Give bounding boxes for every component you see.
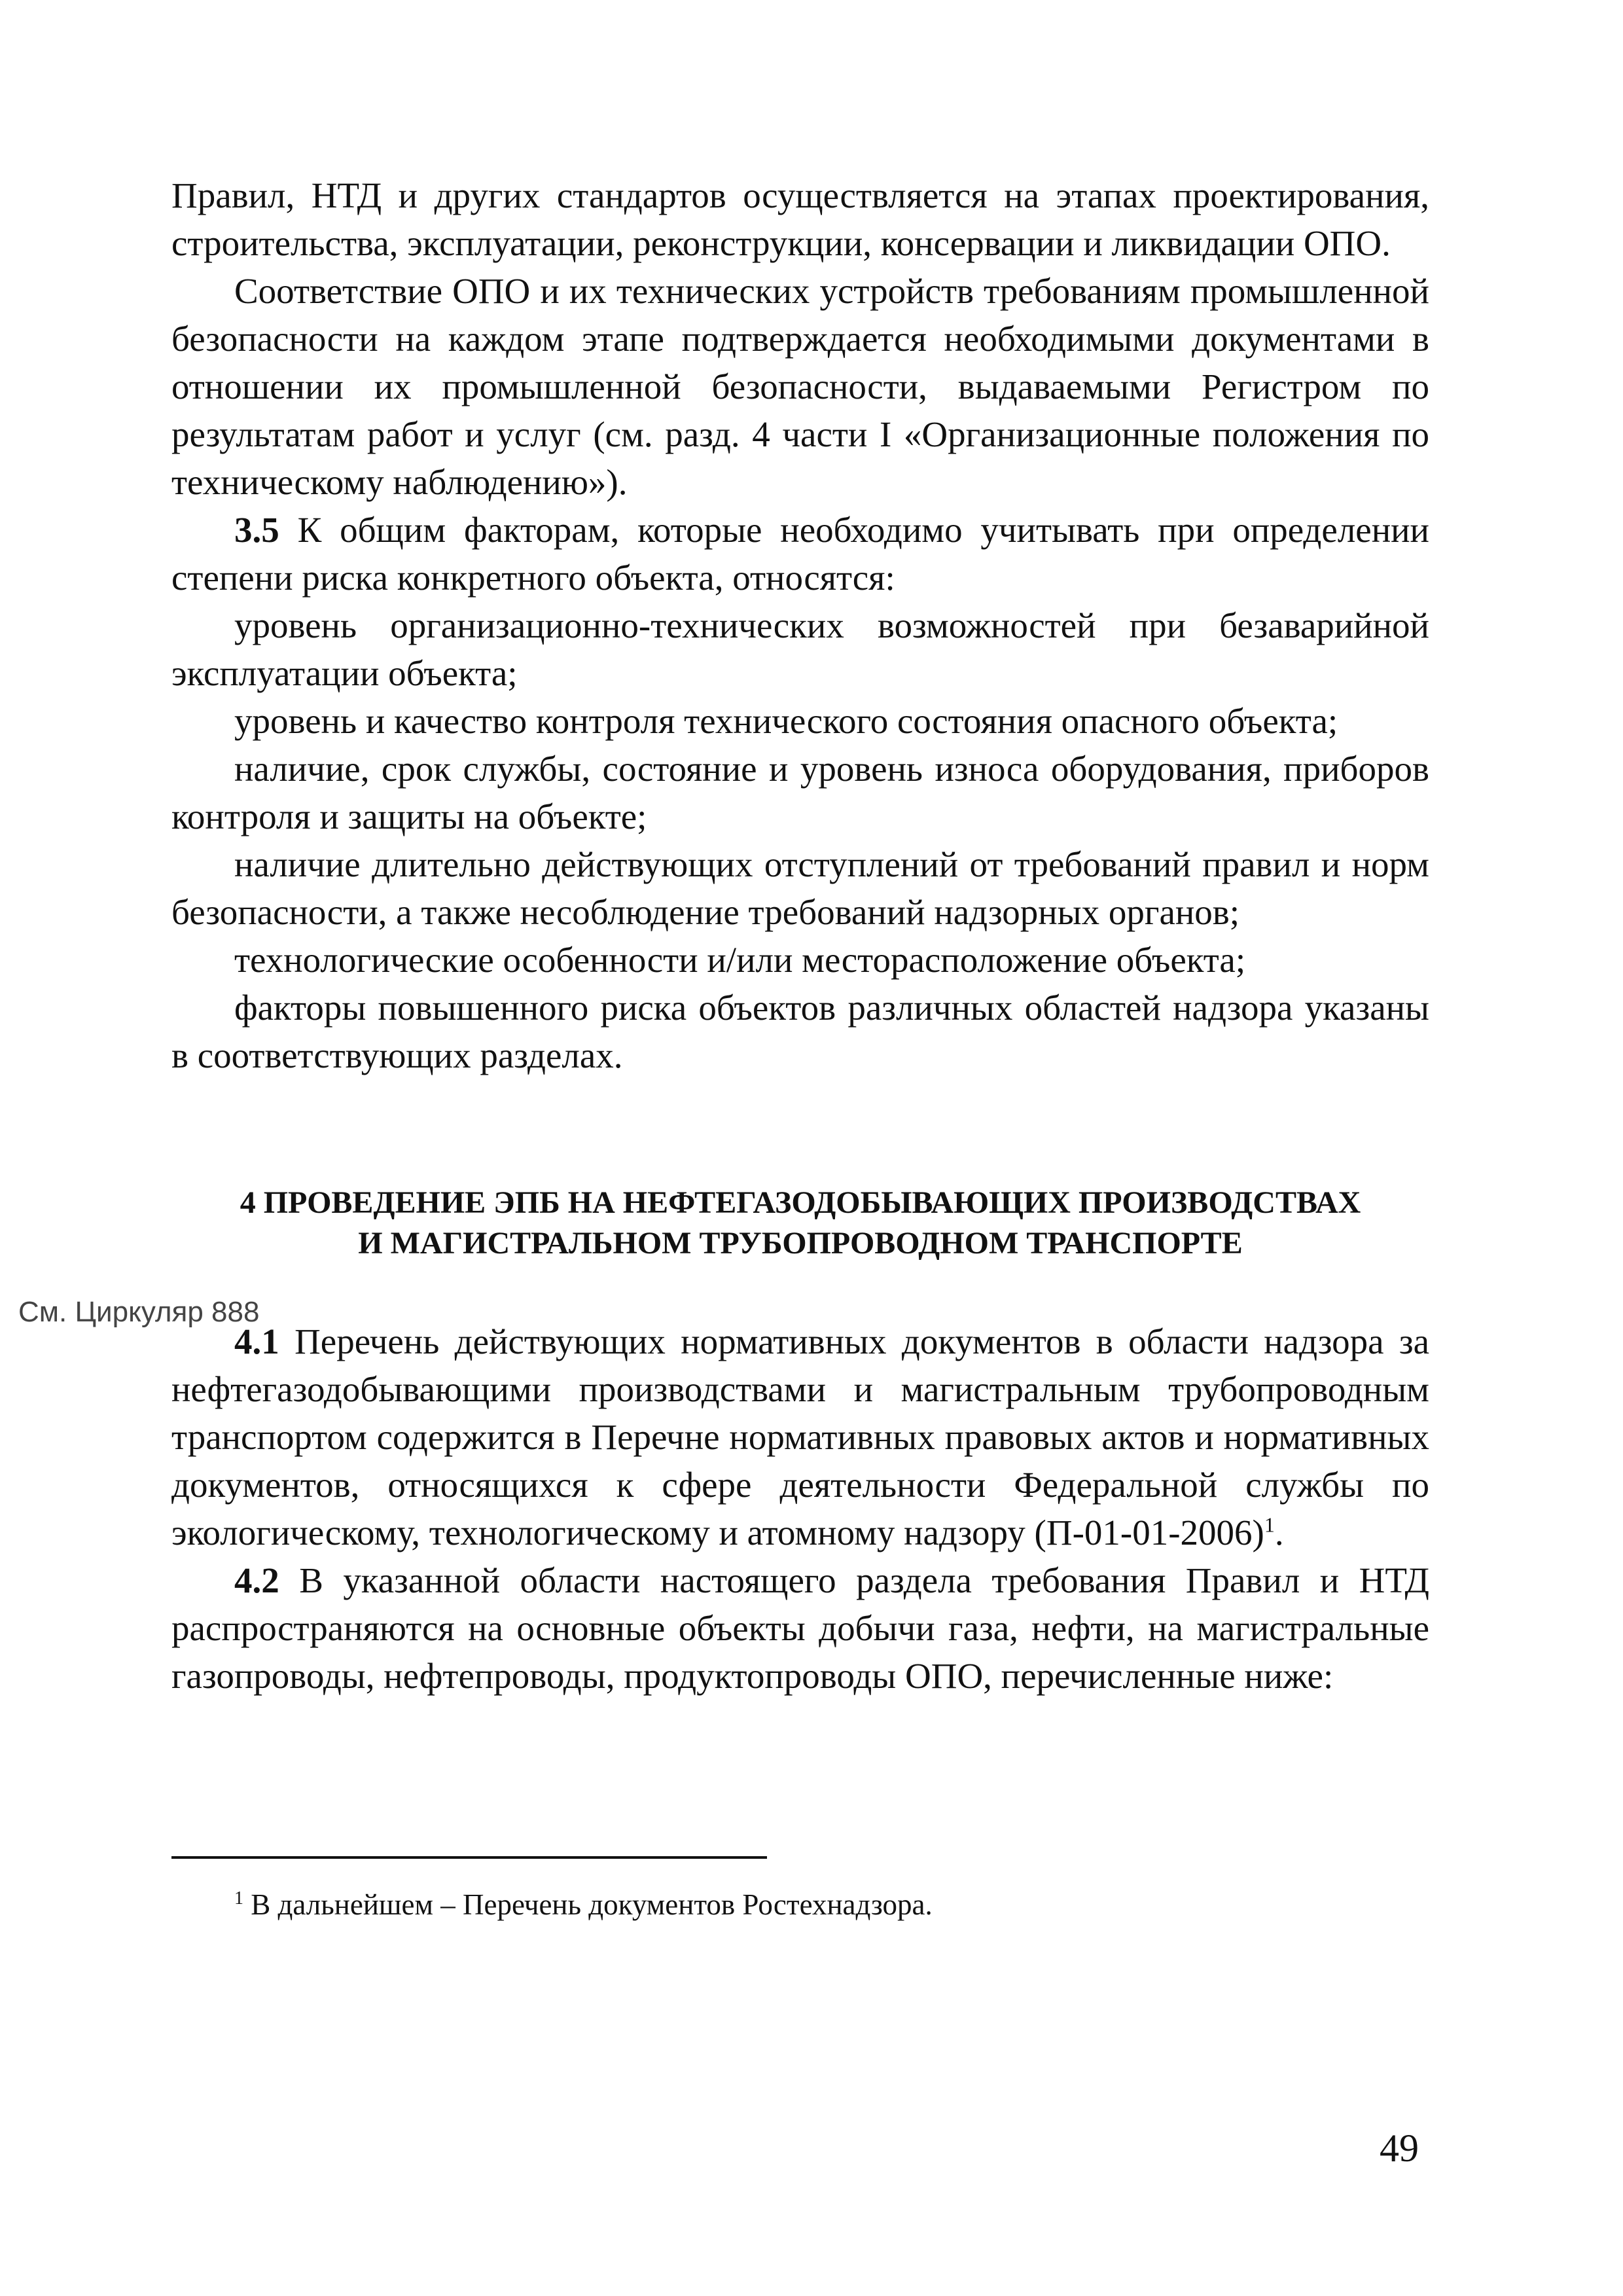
list-item: наличие, срок службы, состояние и уровень износа оборудования, приборов контроля и защиты на объекте;: [171, 749, 1429, 836]
clause-number: 4.2: [234, 1560, 279, 1600]
footnote: [234, 1885, 933, 1924]
paragraph: Правил, НТД и других стандартов осуществляется на этапах проектирования, строительства, эксплуатации, реконструкции, консервации и ликвидации ОПО.: [171, 175, 1429, 263]
clause-text: К общим факторам, которые необходимо учитывать при определении степени риска конкретного объекта, относятся:: [171, 510, 1429, 598]
footnote-marker: 1: [234, 1888, 243, 1909]
body-text: [171, 171, 1429, 1700]
footnote-text: В дальнейшем – Перечень документов Ростехнадзора.: [243, 1888, 933, 1921]
paragraph: Соответствие ОПО и их технических устройств требованиям промышленной безопасности на каждом этапе подтверждается необходимыми документами в отношении их промышленной безопасности, выдаваемыми Регистром по результатам работ и услуг (см. разд. 4 части I «Организационные положения по техническому наблюдению»).: [171, 271, 1429, 502]
list-item: уровень и качество контроля технического состояния опасного объекта;: [234, 701, 1338, 741]
footnote-reference[interactable]: 1: [1264, 1513, 1275, 1537]
footnote-separator: [171, 1856, 767, 1859]
section-heading-line-2: И МАГИСТРАЛЬНОМ ТРУБОПРОВОДНОМ ТРАНСПОРТЕ: [358, 1226, 1243, 1261]
clause-number: 4.1: [234, 1321, 279, 1361]
clause-number: 3.5: [234, 510, 279, 550]
margin-annotation: См. Циркуляр 888: [18, 1296, 260, 1328]
paragraph-3-5: [171, 506, 1429, 601]
section-spacer: [171, 1079, 1429, 1183]
list-item: уровень организационно-технических возможностей при безаварийной эксплуатации объекта;: [171, 605, 1429, 693]
section-heading-line-1: 4 ПРОВЕДЕНИЕ ЭПБ НА НЕФТЕГАЗОДОБЫВАЮЩИХ ПРОИЗВОДСТВАХ: [240, 1185, 1361, 1220]
list-item: факторы повышенного риска объектов различных областей надзора указаны в соответствующих разделах.: [171, 988, 1429, 1075]
clause-text: Перечень действующих нормативных документов в области надзора за нефтегазодобывающими производствами и магистральным трубопроводным транспортом содержится в Перечне нормативных правовых актов и нормативных документов, относящихся к сфере деятельности Федеральной службы по экологическому, технологическому и атомному надзору (П-01-01-2006): [171, 1321, 1429, 1552]
list-item: технологические особенности и/или месторасположение объекта;: [234, 940, 1246, 980]
clause-tail: .: [1274, 1513, 1284, 1552]
clause-text: В указанной области настоящего раздела требования Правил и НТД распространяются на основные объекты добычи газа, нефти, на магистральные газопроводы, нефтепроводы, продуктопроводы ОПО, перечисленные ниже:: [171, 1560, 1429, 1696]
paragraph-4-1: [171, 1318, 1429, 1556]
heading-spacer: [171, 1264, 1429, 1318]
paragraph-4-2: [171, 1556, 1429, 1700]
list-item: наличие длительно действующих отступлений от требований правил и норм безопасности, а также несоблюдение требований надзорных органов;: [171, 844, 1429, 932]
page-number: 49: [1380, 2126, 1419, 2170]
